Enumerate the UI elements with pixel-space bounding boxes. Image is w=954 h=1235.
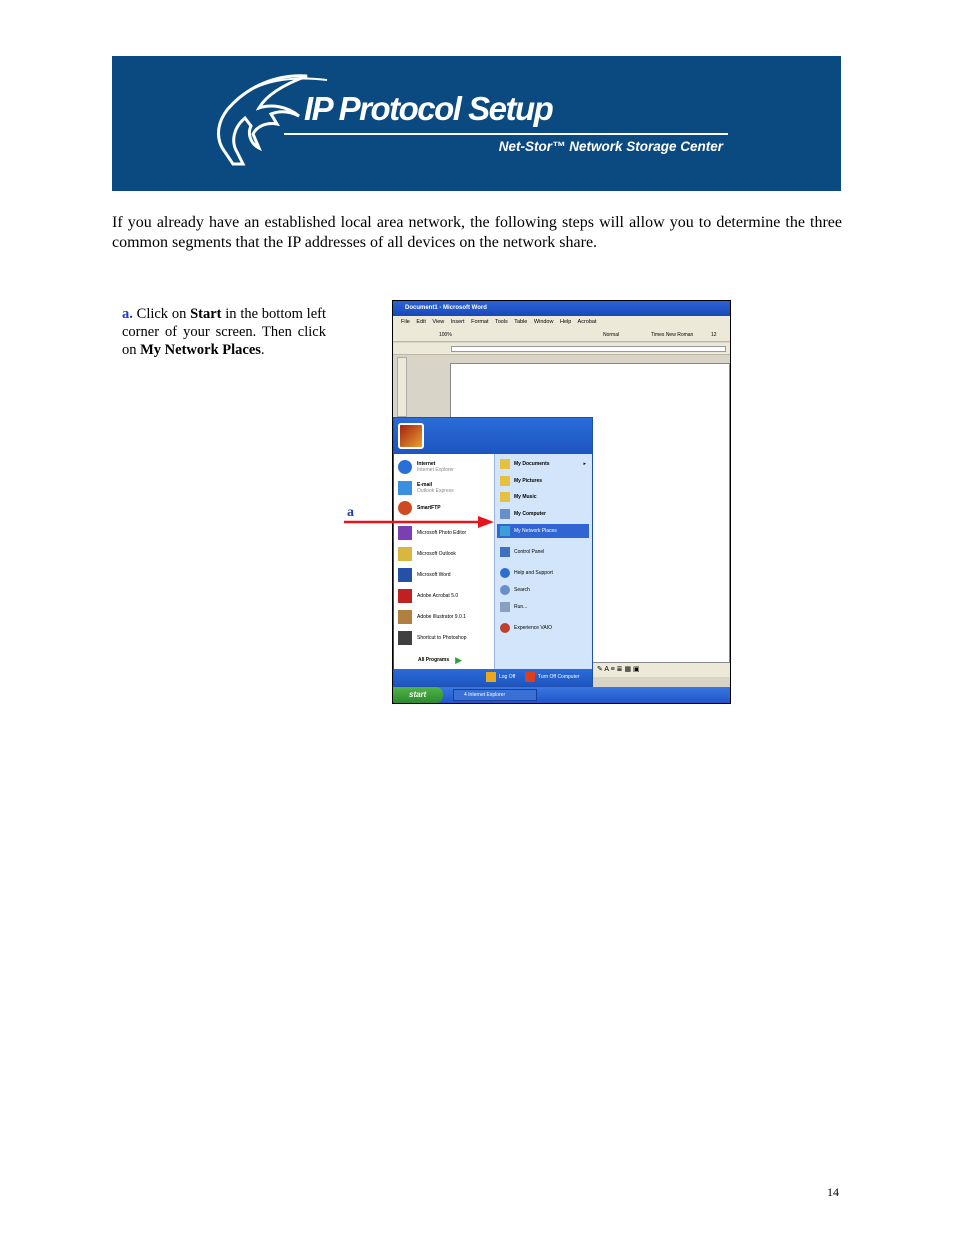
menu-item-word[interactable]: Microsoft Word [398, 566, 451, 584]
step-text-2: in the bottom left corner of your screen. Then click on [122, 306, 326, 358]
illustrator-icon [398, 610, 412, 624]
zoom-combo[interactable]: 100% [439, 332, 452, 338]
font-combo[interactable]: Times New Roman [651, 332, 694, 338]
menu-item-run[interactable]: Run... [497, 600, 589, 614]
menu-acrobat[interactable]: Acrobat [577, 319, 597, 325]
taskbar-item-ie[interactable]: 4 Internet Explorer [453, 689, 537, 701]
menu-item-photoshop[interactable]: Shortcut to Photoshop [398, 629, 466, 647]
submenu-arrow-icon: ▸ [583, 461, 586, 467]
word-icon [398, 568, 412, 582]
smartftp-icon [398, 501, 412, 515]
start-menu-footer [394, 669, 592, 686]
search-icon [500, 585, 510, 595]
menu-help[interactable]: Help [560, 319, 572, 325]
header-banner [112, 56, 841, 191]
menu-item-my-network-places[interactable]: My Network Places [497, 524, 589, 538]
power-icon [525, 672, 535, 682]
photoshop-icon [398, 631, 412, 645]
menu-tools[interactable]: Tools [494, 319, 508, 325]
drawing-toolbar: ✎ A ≡ ≣ ▦ ▣ [593, 663, 730, 677]
help-icon [500, 568, 510, 578]
menu-item-experience-vaio[interactable]: Experience VAIO [497, 621, 589, 635]
step-target-term: My Network Places [140, 342, 261, 358]
word-title-bar: Document1 - Microsoft Word [393, 301, 730, 316]
folder-icon [500, 492, 510, 502]
outlook-icon [398, 547, 412, 561]
computer-icon [500, 509, 510, 519]
callout-arrow-icon [344, 514, 494, 530]
menu-item-acrobat[interactable]: Adobe Acrobat 5.0 [398, 587, 458, 605]
callout-label: a [347, 505, 354, 520]
menu-format[interactable]: Format [471, 319, 489, 325]
menu-item-my-pictures[interactable]: My Pictures [497, 474, 589, 488]
menu-item-photo-editor[interactable]: Microsoft Photo Editor [398, 524, 466, 542]
intro-paragraph: If you already have an established local area network, the following steps will allow you to determine the three common segments that the IP addresses of all devices on the network share. [112, 214, 842, 251]
folder-icon [500, 476, 510, 486]
banner-title: IP Protocol Setup [304, 90, 553, 127]
menu-file[interactable]: File [401, 319, 410, 325]
control-panel-icon [500, 547, 510, 557]
start-button[interactable]: start [393, 687, 443, 703]
step-text-3: . [260, 342, 265, 358]
banner-rule [284, 133, 728, 135]
menu-item-control-panel[interactable]: Control Panel [497, 545, 589, 559]
log-off-button[interactable]: Log Off [486, 672, 515, 682]
folder-icon [500, 459, 510, 469]
all-programs-button[interactable]: All Programs ▶ [418, 655, 463, 665]
user-avatar [398, 423, 424, 449]
menu-table[interactable]: Table [514, 319, 528, 325]
menu-item-illustrator[interactable]: Adobe Illustrator 9.0.1 [398, 608, 466, 626]
size-combo[interactable]: 12 [711, 332, 717, 338]
key-icon [486, 672, 496, 682]
windows-xp-screenshot [392, 300, 731, 704]
menu-window[interactable]: Window [533, 319, 554, 325]
vertical-ruler [397, 357, 407, 417]
step-label: a. [122, 306, 133, 322]
step-a-instructions [122, 305, 326, 359]
step-text-1: Click on [132, 306, 191, 322]
menu-view[interactable]: View [432, 319, 445, 325]
outlook-express-icon [398, 481, 412, 495]
green-arrow-icon: ▶ [455, 655, 463, 665]
taskbar [393, 687, 730, 703]
acrobat-icon [398, 589, 412, 603]
run-icon [500, 602, 510, 612]
network-places-icon [500, 526, 510, 536]
menu-item-my-music[interactable]: My Music [497, 490, 589, 504]
step-start-term: Start [190, 306, 222, 322]
word-toolbar [393, 328, 730, 342]
turn-off-button[interactable]: Turn Off Computer [525, 672, 579, 682]
menu-item-email[interactable]: E-mail Outlook Express [398, 479, 454, 497]
horizontal-ruler [393, 343, 730, 355]
menu-edit[interactable]: Edit [416, 319, 426, 325]
style-combo[interactable]: Normal [603, 332, 620, 338]
word-menu-bar [393, 316, 730, 328]
page-number: 14 [827, 1185, 839, 1199]
menu-item-outlook[interactable]: Microsoft Outlook [398, 545, 456, 563]
menu-item-my-documents[interactable]: My Documents ▸ [497, 457, 589, 471]
menu-item-internet[interactable]: Internet Internet Explorer [398, 458, 454, 476]
menu-item-my-computer[interactable]: My Computer [497, 507, 589, 521]
banner-subtitle: Net-Stor™ Network Storage Center [498, 139, 723, 154]
menu-item-help-support[interactable]: Help and Support [497, 566, 589, 580]
vaio-icon [500, 623, 510, 633]
start-menu [393, 417, 593, 687]
menu-item-search[interactable]: Search [497, 583, 589, 597]
menu-item-smartftp[interactable]: SmartFTP [398, 499, 441, 517]
start-menu-header [394, 418, 592, 454]
menu-insert[interactable]: Insert [450, 319, 465, 325]
internet-explorer-icon [398, 460, 412, 474]
